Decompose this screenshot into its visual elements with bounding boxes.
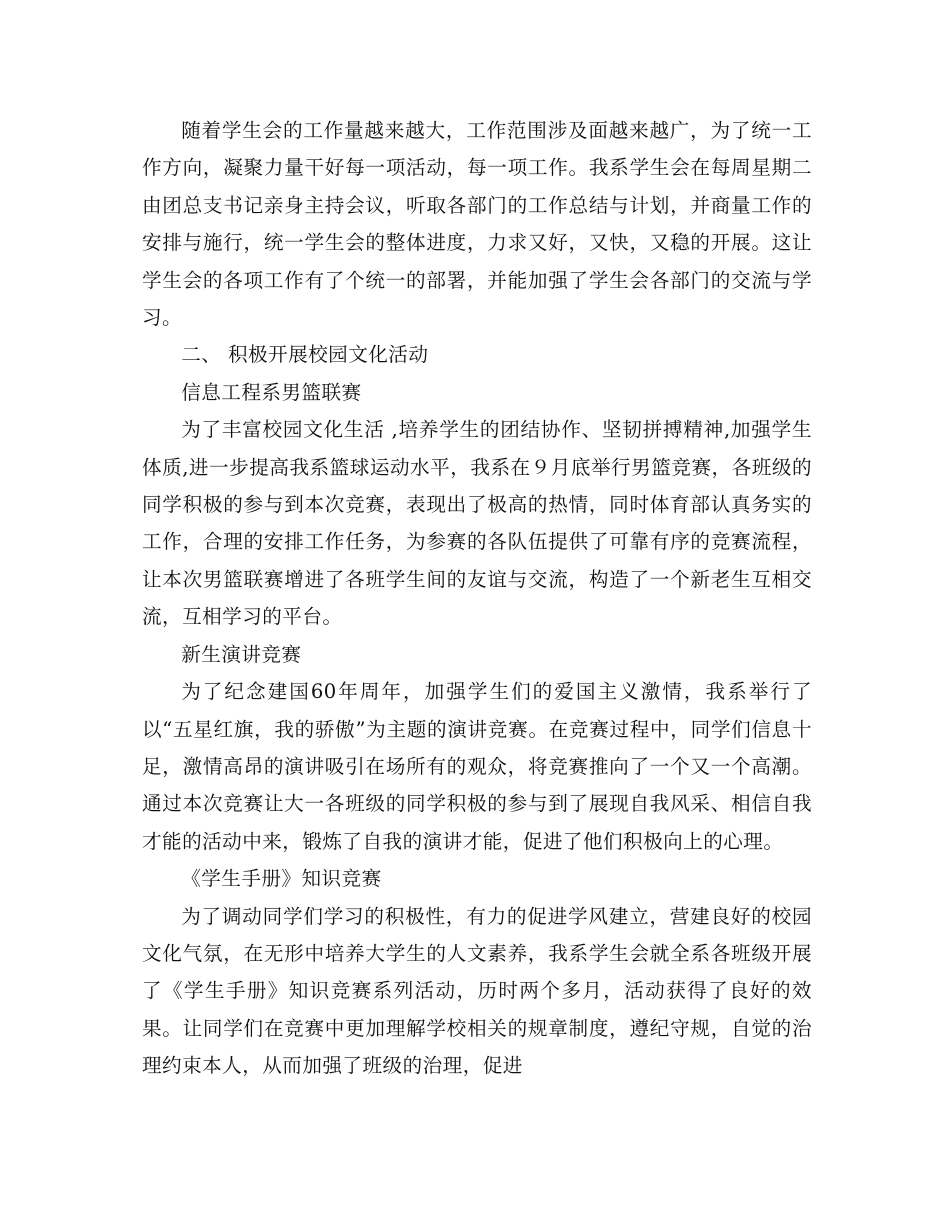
subheading-handbook-quiz: 《学生手册》知识竞赛 [181, 867, 382, 891]
paragraph-handbook-quiz: 为了调动同学们学习的积极性，有力的促进学风建立，营建良好的校园文化气氛，在无形中培养大学生的人文素养，我系学生会就全系各班级开展了《学生手册》知识竞赛系列活动，历时两个多月，活动获得了良好的效果。让同学们在竞赛中更加理解学校相关的规章制度，遵纪守规，自觉的治理约束本人，从而加强了班级的治理，促进 [142, 904, 812, 1078]
paragraph-basketball-league: 为了丰富校园文化生活 ,培养学生的团结协作、坚韧拼搏精神,加强学生体质,进一步提高我系篮球运动水平，我系在９月底举行男篮竞赛，各班级的同学积极的参与到本次竞赛，表现出了极高的热情，同时体育部认真务实的工作，合理的安排工作任务，为参赛的各队伍提供了可靠有序的竞赛流程，让本次男篮联赛增进了各班学生间的友谊与交流，构造了一个新老生互相交流，互相学习的平台。 [142, 418, 812, 629]
paragraph-work-overview: 随着学生会的工作量越来越大，工作范围涉及面越来越广，为了统一工作方向，凝聚力量干好每一项活动，每一项工作。我系学生会在每周星期二由团总支书记亲身主持会议，听取各部门的工作总结与计划，并商量工作的安排与施行，统一学生会的整体进度，力求又好，又快，又稳的开展。这让学生会的各项工作有了个统一的部署，并能加强了学生会各部门的交流与学习。 [142, 119, 812, 330]
section-heading-campus-culture: 二、 积极开展校园文化活动 [181, 343, 429, 367]
subheading-basketball-league: 信息工程系男篮联赛 [181, 380, 362, 404]
subheading-speech-contest: 新生演讲竞赛 [181, 642, 302, 666]
paragraph-speech-contest: 为了纪念建国60年周年，加强学生们的爱国主义激情，我系举行了以“五星红旗，我的骄傲”为主题的演讲竞赛。在竞赛过程中，同学们信息十足，激情高昂的演讲吸引在场所有的观众，将竞赛推向了一个又一个高潮。通过本次竞赛让大一各班级的同学积极的参与到了展现自我风采、相信自我才能的活动中来，锻炼了自我的演讲才能，促进了他们积极向上的心理。 [142, 680, 812, 853]
document-page [142, 112, 812, 1085]
